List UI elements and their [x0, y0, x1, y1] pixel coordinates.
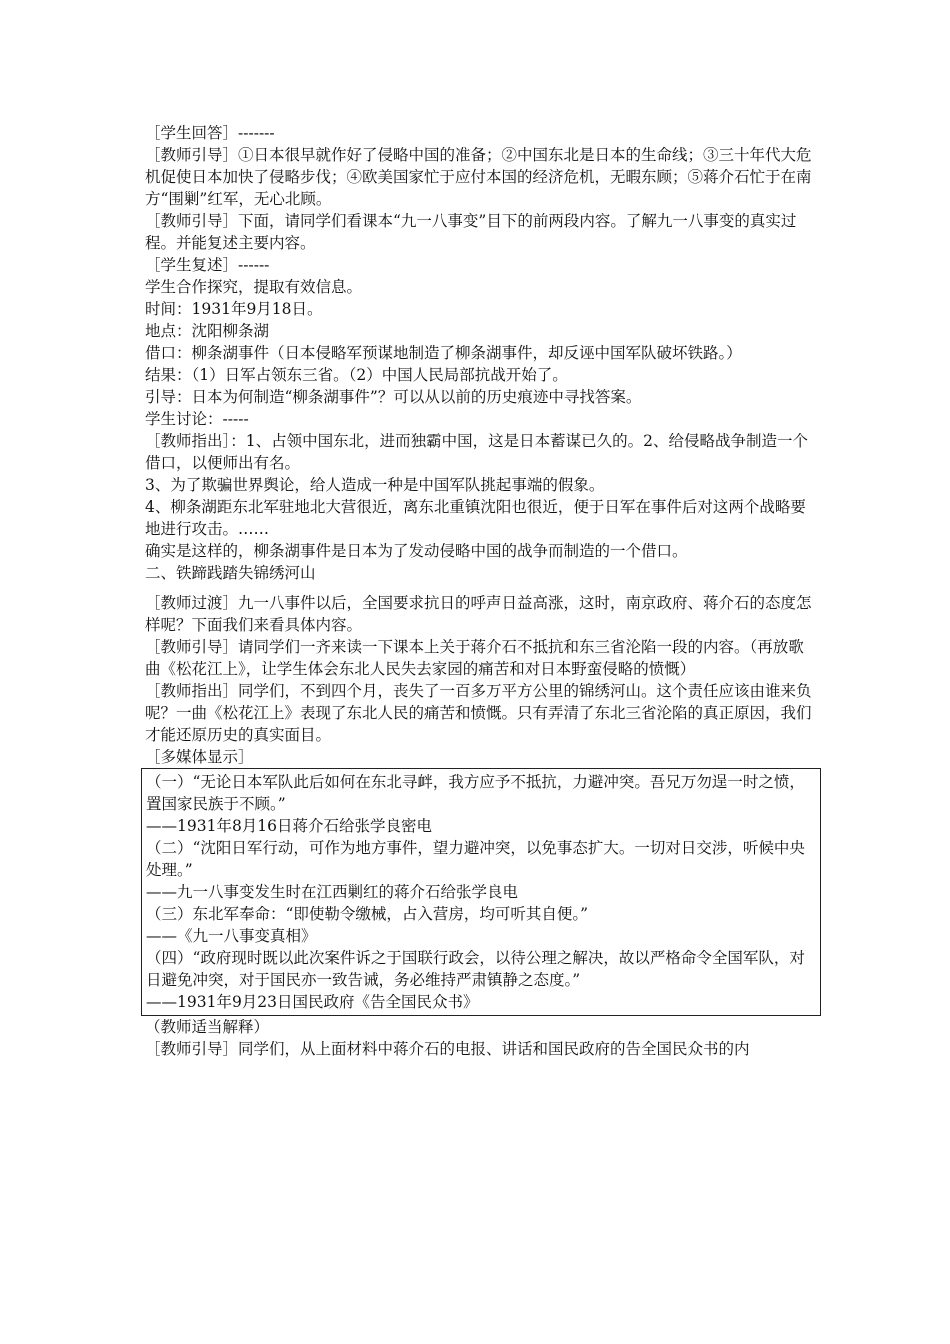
paragraph: 学生讨论：-----: [145, 410, 249, 428]
document-page: [145, 122, 815, 1060]
section-top: [145, 122, 815, 584]
paragraph: 3、为了欺骗世界舆论，给人造成一种是中国军队挑起事端的假象。: [145, 476, 605, 494]
quote-line: （一）“无论日本军队此后如何在东北寻衅，我方应予不抵抗，力避冲突。吾兄万勿逞一时之愤，置国家民族于不顾。”: [146, 773, 805, 813]
paragraph: 4、柳条湖距东北军驻地北大营很近，离东北重镇沈阳也很近，便于日军在事件后对这两个战略要地进行攻击。……: [145, 498, 806, 538]
quote-line: （三）东北军奉命：“即使勒令缴械，占入营房，均可听其自便。”: [146, 905, 589, 923]
paragraph: ［教师引导］①日本很早就作好了侵略中国的准备；②中国东北是日本的生命线；③三十年代大危机促使日本加快了侵略步伐；④欧美国家忙于应付本国的经济危机，无暇东顾；⑤蒋介石忙于在南方“围剿”红军，无心北顾。: [145, 146, 812, 208]
paragraph: ［教师指出］同学们，不到四个月，丧失了一百多万平方公里的锦绣河山。这个责任应该由谁来负呢？一曲《松花江上》表现了东北人民的痛苦和愤慨。只有弄清了东北三省沦陷的真正原因，我们才能还原历史的真实面目。: [145, 682, 812, 744]
paragraph: 引导：日本为何制造“柳条湖事件”？可以从以前的历史痕迹中寻找答案。: [145, 388, 642, 406]
quote-line: ——1931年8月16日蒋介石给张学良密电: [146, 817, 433, 835]
paragraph: ［教师引导］下面，请同学们看课本“九一八事变”目下的前两段内容。了解九一八事变的真实过程。并能复述主要内容。: [145, 212, 797, 252]
quote-line: ——1931年9月23日国民政府《告全国民众书》: [146, 993, 479, 1011]
paragraph: ［教师过渡］九一八事件以后，全国要求抗日的呼声日益高涨，这时，南京政府、蒋介石的态度怎样呢？下面我们来看具体内容。: [145, 594, 812, 634]
section-middle: [145, 592, 815, 768]
quote-line: （二）“沈阳日军行动，可作为地方事件，望力避冲突，以免事态扩大。一切对日交涉，听候中央处理。”: [146, 839, 805, 879]
paragraph: ［学生回答］-------: [145, 124, 275, 142]
paragraph: 结果：（1）日军占领东三省。（2）中国人民局部抗战开始了。: [145, 366, 568, 384]
multimedia-quote-box: [141, 768, 821, 1016]
paragraph: ［教师引导］同学们，从上面材料中蒋介石的电报、讲话和国民政府的告全国民众书的内: [145, 1040, 750, 1058]
paragraph: ［教师指出］：1、占领中国东北，进而独霸中国，这是日本蓄谋已久的。2、给侵略战争制造一个借口，以便师出有名。: [145, 432, 808, 472]
paragraph: 二、铁蹄践踏失锦绣河山: [145, 564, 316, 582]
paragraph: 地点：沈阳柳条湖: [145, 322, 270, 340]
paragraph: ［教师引导］请同学们一齐来读一下课本上关于蒋介石不抵抗和东三省沦陷一段的内容。（再放歌曲《松花江上》，让学生体会东北人民失去家园的痛苦和对日本野蛮侵略的愤慨）: [145, 638, 804, 678]
paragraph: ［多媒体显示］: [145, 748, 254, 766]
section-bottom: [145, 1016, 815, 1060]
paragraph: （教师适当解释）: [145, 1018, 270, 1036]
quote-line: ——《九一八事变真相》: [146, 927, 317, 945]
paragraph: 时间：1931年9月18日。: [145, 300, 323, 318]
quote-line: （四）“政府现时既以此次案件诉之于国联行政会，以待公理之解决，故以严格命令全国军队，对日避免冲突，对于国民亦一致告诫，务必维持严肃镇静之态度。”: [146, 949, 805, 989]
paragraph: ［学生复述］------: [145, 256, 270, 274]
quote-line: ——九一八事变发生时在江西剿红的蒋介石给张学良电: [146, 883, 519, 901]
paragraph: 借口：柳条湖事件（日本侵略军预谋地制造了柳条湖事件，却反诬中国军队破坏铁路。）: [145, 344, 742, 362]
section-gap: [145, 584, 815, 592]
paragraph: 确实是这样的，柳条湖事件是日本为了发动侵略中国的战争而制造的一个借口。: [145, 542, 688, 560]
paragraph: 学生合作探究，提取有效信息。: [145, 278, 363, 296]
